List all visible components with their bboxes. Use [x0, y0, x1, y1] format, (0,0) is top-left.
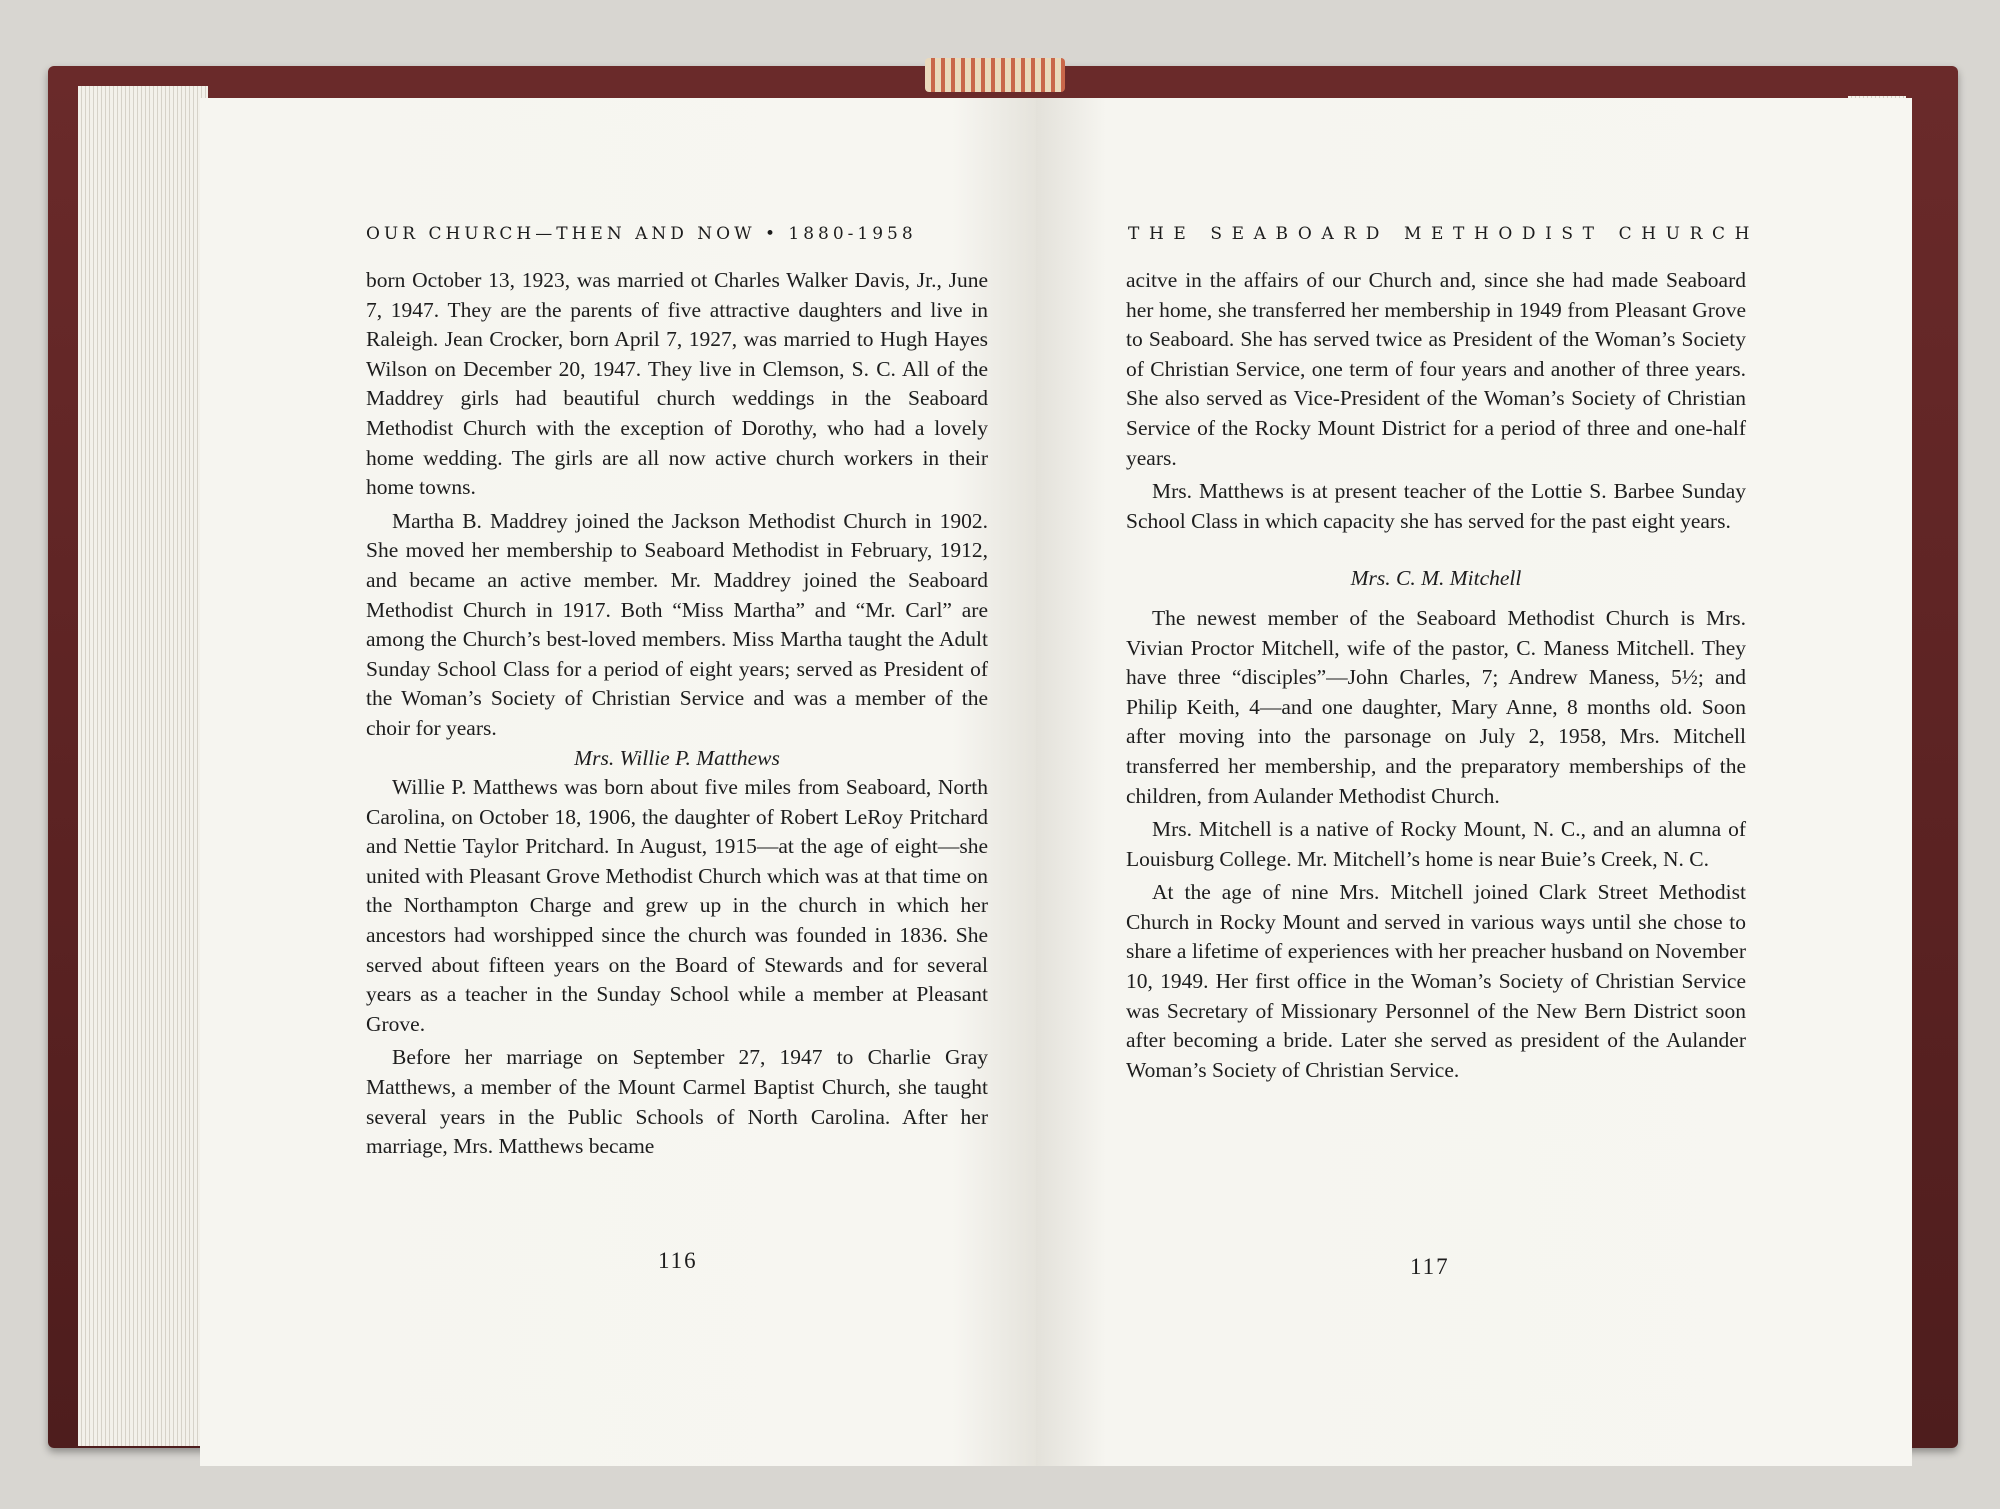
paragraph: Willie P. Matthews was born about five miles from Seaboard, North Carolina, on October 18, 1906, the daughter of Robert LeRoy Pritchard and Nettie Taylor Pritchard. In August, 1915—at the age of eight—she united with Pleasant Grove Methodist Church which was at that time on the Northampton Charge and grew up in the church in which her ancestors had worshipped since the church was founded in 1836. She served about fifteen years on the Board of Stewards and for several years as a teacher in the Sunday School while a member at Pleasant Grove.: [366, 775, 988, 1036]
page-number: 116: [658, 1248, 698, 1273]
right-page: [1036, 98, 1912, 1466]
paragraph: Mrs. Mitchell is a native of Rocky Mount, N. C., and an alumna of Louisburg College. Mr. Mitchell’s home is near Buie’s Creek, N. C.: [1126, 817, 1746, 871]
page-number: 117: [1410, 1254, 1450, 1279]
running-head: THE SEABOARD METHODIST CHURCH: [1128, 224, 1760, 244]
paragraph: Mrs. Matthews is at present teacher of the Lottie S. Barbee Sunday School Class in which capacity she has served for the past eight years.: [1126, 479, 1746, 533]
left-page: [200, 98, 1036, 1466]
running-head: OUR CHURCH—THEN AND NOW • 1880-1958: [366, 224, 917, 244]
paragraph: acitve in the affairs of our Church and, since she had made Seaboard her home, she transferred her membership in 1949 from Pleasant Grove to Seaboard. She has served twice as President of the Woman’s Society of Christian Service, one term of four years and another of three years. She also served as Vice-President of the Woman’s Society of Christian Service of the Rocky Mount District for a period of three and one-half years.: [1126, 268, 1746, 470]
paragraph: The newest member of the Seaboard Methodist Church is Mrs. Vivian Proctor Mitchell, wife of the pastor, C. Maness Mitchell. They have three “disciples”—John Charles, 7; Andrew Maness, 5½; and Philip Keith, 4—and one daughter, Mary Anne, 8 months old. Soon after moving into the parsonage on July 2, 1958, Mrs. Mitchell transferred her membership, and the preparatory memberships of the children, from Aulander Methodist Church.: [1126, 605, 1746, 808]
body-text: [1126, 266, 1746, 1085]
body-text: [366, 266, 988, 1162]
paragraph: born October 13, 1923, was married ot Charles Walker Davis, Jr., June 7, 1947. They are the parents of five attractive daughters and live in Raleigh. Jean Crocker, born April 7, 1927, was married to Hugh Hayes Wilson on December 20, 1947. They live in Clemson, S. C. All of the Maddrey girls had beautiful church weddings in the Seaboard Methodist Church with the exception of Dorothy, who had a lovely home wedding. The girls are all now active church workers in their home towns.: [366, 268, 988, 500]
headband: [925, 58, 1065, 92]
paragraph: Before her marriage on September 27, 1947 to Charlie Gray Matthews, a member of the Mount Carmel Baptist Church, she taught several years in the Public Schools of North Carolina. After her marriage, Mrs. Matthews became: [366, 1045, 988, 1159]
paragraph: Martha B. Maddrey joined the Jackson Methodist Church in 1902. She moved her membership to Seaboard Methodist in February, 1912, and became an active member. Mr. Maddrey joined the Seaboard Methodist Church in 1917. Both “Miss Martha” and “Mr. Carl” are among the Church’s best-loved members. Miss Martha taught the Adult Sunday School Class for a period of eight years; served as President of the Woman’s Society of Christian Service and was a member of the choir for years.: [366, 508, 988, 740]
paragraph: At the age of nine Mrs. Mitchell joined Clark Street Methodist Church in Rocky Mount and served in various ways until she chose to share a lifetime of experiences with her preacher husband on November 10, 1949. Her first office in the Woman’s Society of Christian Service was Secretary of Missionary Personnel of the New Bern District soon after becoming a bride. Later she served as president of the Aulander Woman’s Society of Christian Service.: [1126, 880, 1746, 1082]
section-heading: Mrs. Willie P. Matthews: [574, 745, 780, 770]
page-edges-left: [78, 86, 208, 1446]
section-heading: Mrs. C. M. Mitchell: [1350, 566, 1522, 591]
